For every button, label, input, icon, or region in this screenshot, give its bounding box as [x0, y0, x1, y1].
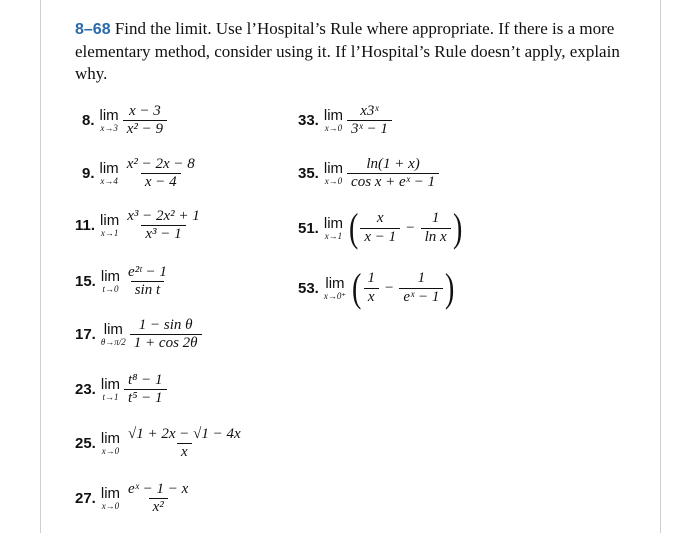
problem-number: 33.	[298, 112, 319, 130]
limit-operator: lim x→1	[100, 212, 120, 239]
problem-number: 53.	[298, 279, 319, 297]
problem-number: 15.	[75, 273, 96, 291]
limit-operator: lim x→0	[100, 430, 121, 457]
fraction: $\frac{x}{x - 1}$	[360, 210, 400, 246]
problem-11	[75, 208, 204, 244]
fraction: $\frac{\text{x² − 2x − 8}}{x - 4}$	[126, 156, 195, 191]
limit-operator: lim x→1	[323, 214, 344, 241]
instructions	[75, 18, 635, 85]
problem-27	[75, 481, 192, 517]
problem-51	[298, 205, 464, 250]
minus-sign: −	[384, 279, 394, 296]
problem-8	[82, 103, 167, 139]
problem-number: 11.	[75, 217, 96, 235]
fraction: $\frac{x - 3}{\text{x² − 9}}$	[123, 103, 167, 139]
limit-operator: lim x→0⁺	[323, 274, 347, 301]
problem-number: 25.	[75, 435, 96, 453]
limit-operator: lim θ→π/2	[100, 321, 126, 348]
limit-operator: lim x→4	[99, 160, 119, 187]
right-paren: )	[445, 265, 455, 310]
problem-35	[298, 156, 439, 192]
problem-53	[298, 265, 457, 310]
left-paren: (	[352, 265, 362, 310]
fraction: $\frac{√1 + 2x - √1 - 4x}{x}$	[128, 426, 241, 461]
limit-operator: lim x→0	[323, 160, 344, 187]
problem-23	[75, 372, 167, 408]
instructions-text: Find the limit. Use l’Hospital’s Rule where appropriate. If there is a more elementary method, consider using it. If l’Hospital’s Rule doesn’t apply, explain why.	[75, 19, 620, 83]
problem-number: 9.	[82, 165, 95, 183]
limit-operator: lim x→3	[99, 107, 119, 134]
page-left-edge	[40, 0, 41, 533]
problem-number: 17.	[75, 326, 96, 344]
limit-operator: lim x→0	[100, 485, 121, 512]
page-right-edge	[660, 0, 661, 533]
fraction: $\frac{\ln(1 + x)}{\text{cos x + eˣ − 1}}$	[347, 156, 439, 192]
limit-operator: lim t→1	[100, 376, 121, 403]
fraction: $\frac{\text{x3ˣ}}{\text{3ˣ − 1}}$	[347, 103, 392, 139]
fraction: $\frac{\text{t⁸ − 1}}{\text{t⁵ − 1}}$	[124, 372, 167, 408]
problem-number: 8.	[82, 112, 95, 130]
problem-17	[75, 317, 202, 353]
right-paren: )	[452, 205, 463, 250]
limit-operator: lim x→0	[323, 107, 344, 134]
minus-sign: −	[406, 219, 415, 236]
fraction: $\frac{1}{\text{ln x}}$	[421, 210, 451, 246]
fraction: $\frac{\text{e²ᵗ − 1}}{\text{sin t}}$	[128, 264, 167, 299]
fraction: $\frac{1}{\text{eˣ − 1}}$	[399, 270, 443, 306]
fraction: $\frac{\text{1 − sin θ}}{1 + \cos 2\theta}$	[130, 317, 202, 353]
problem-15	[75, 264, 171, 300]
fraction: $\frac{\text{eˣ − 1 − x}}{\text{x²}}$	[128, 481, 189, 516]
limit-operator: lim t→0	[100, 268, 121, 295]
section-number: 8–68	[75, 21, 111, 38]
problem-number: 51.	[298, 219, 319, 237]
problem-number: 35.	[298, 165, 319, 183]
fraction: $\frac{1}{x}$	[363, 270, 379, 306]
left-paren: (	[349, 205, 359, 250]
problem-25	[75, 426, 245, 462]
fraction: $\frac{\text{x³ − 2x² + 1}}{\text{x³ − 1}}$	[127, 208, 200, 243]
problem-33	[298, 103, 392, 139]
problem-number: 27.	[75, 490, 96, 508]
problem-9	[82, 156, 199, 192]
problem-number: 23.	[75, 381, 96, 399]
